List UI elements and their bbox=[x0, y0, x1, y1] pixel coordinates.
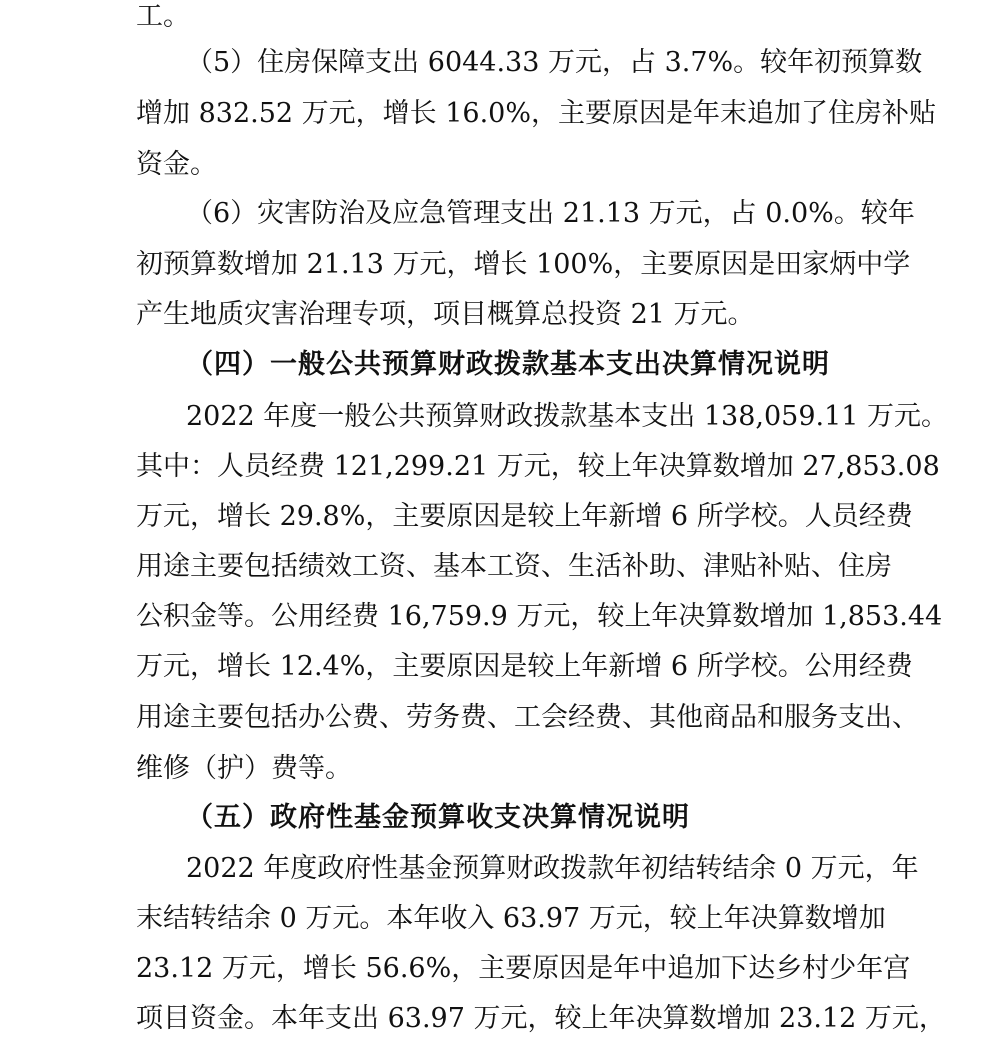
text-line: 维修（护）费等。 bbox=[136, 753, 352, 784]
text-line: 2022 年度政府性基金预算财政拨款年初结转结余 0 万元，年 bbox=[186, 853, 919, 884]
text-line: 增加 832.52 万元，增长 16.0%，主要原因是年末追加了住房补贴 bbox=[136, 98, 936, 129]
text-line: 资金。 bbox=[136, 149, 217, 180]
text-line: （6）灾害防治及应急管理支出 21.13 万元，占 0.0%。较年 bbox=[186, 198, 915, 229]
section-heading-five: （五）政府性基金预算收支决算情况说明 bbox=[186, 802, 690, 833]
text-line: 公积金等。公用经费 16,759.9 万元，较上年决算数增加 1,853.44 bbox=[136, 601, 943, 632]
text-line: 末结转结余 0 万元。本年收入 63.97 万元，较上年决算数增加 bbox=[136, 903, 886, 934]
text-line: 项目资金。本年支出 63.97 万元，较上年决算数增加 23.12 万元， bbox=[136, 1003, 946, 1034]
text-line: 初预算数增加 21.13 万元，增长 100%，主要原因是田家炳中学 bbox=[136, 249, 911, 280]
text-line: 其中：人员经费 121,299.21 万元，较上年决算数增加 27,853.08 bbox=[136, 451, 940, 482]
text-line: 用途主要包括办公费、劳务费、工会经费、其他商品和服务支出、 bbox=[136, 702, 919, 733]
text-line: 23.12 万元，增长 56.6%，主要原因是年中追加下达乡村少年宫 bbox=[136, 953, 911, 984]
text-line: 产生地质灾害治理专项，项目概算总投资 21 万元。 bbox=[136, 299, 755, 330]
text-line: 用途主要包括绩效工资、基本工资、生活补助、津贴补贴、住房 bbox=[136, 551, 892, 582]
text-line: 万元，增长 12.4%，主要原因是较上年新增 6 所学校。公用经费 bbox=[136, 651, 913, 682]
text-line: （5）住房保障支出 6044.33 万元，占 3.7%。较年初预算数 bbox=[186, 47, 923, 78]
text-line: 工。 bbox=[136, 1, 190, 32]
section-heading-four: （四）一般公共预算财政拨款基本支出决算情况说明 bbox=[186, 349, 830, 380]
text-line: 2022 年度一般公共预算财政拨款基本支出 138,059.11 万元。 bbox=[186, 401, 949, 432]
text-line: 万元，增长 29.8%，主要原因是较上年新增 6 所学校。人员经费 bbox=[136, 501, 913, 532]
